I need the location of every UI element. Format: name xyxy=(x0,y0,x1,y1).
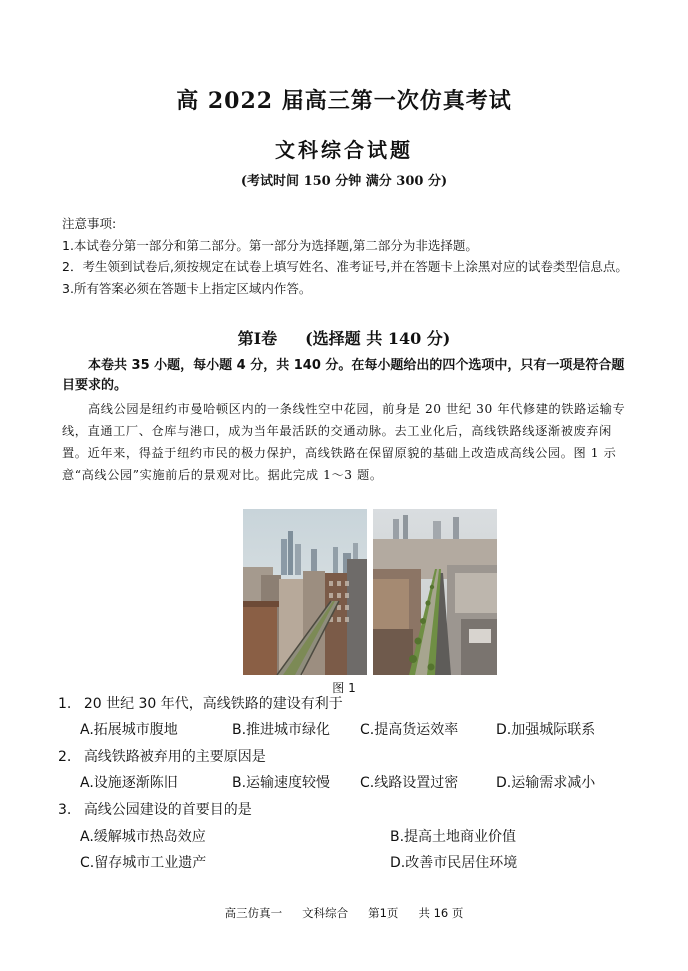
question-number: 3. xyxy=(58,802,72,818)
q2-option-d: D.运输需求减小 xyxy=(496,775,596,791)
q1-option-d: D.加强城际联系 xyxy=(496,722,596,738)
question-number: 1. xyxy=(58,696,72,712)
subject-title: 文科综合试题 xyxy=(275,138,413,162)
question-stem: 20 世纪 30 年代，高线铁路的建设有利于 xyxy=(83,696,343,712)
exam-time-info: (考试时间 150 分钟 满分 300 分) xyxy=(240,174,448,189)
footer-exam: 高三仿真一 xyxy=(224,906,283,920)
page-footer xyxy=(0,905,688,921)
q3-option-b: B.提高土地商业价值 xyxy=(390,829,517,845)
footer-subject: 文科综合 xyxy=(302,906,349,920)
footer-total: 共 16 页 xyxy=(418,906,464,920)
section-desc: (选择题 共 140 分) xyxy=(305,329,451,348)
footer-page: 第1页 xyxy=(368,906,399,920)
q3-option-c: C.留存城市工业遗产 xyxy=(80,855,207,871)
q3-option-d: D.改善市民居住环境 xyxy=(390,855,518,871)
photo-after-illustration xyxy=(373,509,497,675)
figure-photo-before xyxy=(243,509,367,675)
q1-option-a: A.拓展城市腹地 xyxy=(80,722,178,738)
photo-before-illustration xyxy=(243,509,367,675)
exam-title: 高 2022 届高三第一次仿真考试 xyxy=(176,88,512,114)
question-stem: 高线铁路被弃用的主要原因是 xyxy=(83,749,266,765)
section-heading xyxy=(0,326,688,349)
q1-option-b: B.推进城市绿化 xyxy=(232,722,331,738)
reading-passage: 高线公园是纽约市曼哈顿区内的一条线性空中花园，前身是 20 世纪 30 年代修建的铁路运输专线，直通工厂、仓库与港口，成为当年最活跃的交通动脉。去工业化后，高线铁路线逐渐被废弃闲置。近年来，得益于纽约市民的极力保护，高线铁路在保留原貌的基础上改造成高线公园。图 1 示意“高线公园”实施前后的景观对比。据此完成 1～3 题。 xyxy=(62,402,626,482)
question-stem: 高线公园建设的首要目的是 xyxy=(83,802,252,818)
note-item: 1.本试卷分第一部分和第二部分。第一部分为选择题,第二部分为非选择题。 xyxy=(62,237,478,253)
note-item: 3.所有答案必须在答题卡上指定区域内作答。 xyxy=(62,280,312,296)
q2-option-a: A.设施逐渐陈旧 xyxy=(80,775,178,791)
question-2 xyxy=(58,746,266,766)
notes-heading: 注意事项: xyxy=(62,216,117,231)
notes-block xyxy=(62,213,632,299)
question-number: 2. xyxy=(58,749,72,765)
question-3 xyxy=(58,799,252,819)
q2-option-c: C.线路设置过密 xyxy=(360,775,459,791)
figure-photo-after xyxy=(373,509,497,675)
q2-option-b: B.运输速度较慢 xyxy=(232,775,331,791)
figure-caption: 图 1 xyxy=(332,681,356,695)
section-intro: 本卷共 35 小题，每小题 4 分，共 140 分。在每小题给出的四个选项中，只有一项是符合题目要求的。 xyxy=(62,358,625,393)
question-1 xyxy=(58,693,343,713)
note-item: 2．考生领到试卷后,须按规定在试卷上填写姓名、准考证号,并在答题卡上涂黑对应的试卷类型信息点。 xyxy=(62,259,628,274)
q3-option-a: A.缓解城市热岛效应 xyxy=(80,829,206,845)
section-part: 第Ⅰ卷 xyxy=(237,329,278,348)
q1-option-c: C.提高货运效率 xyxy=(360,722,459,738)
